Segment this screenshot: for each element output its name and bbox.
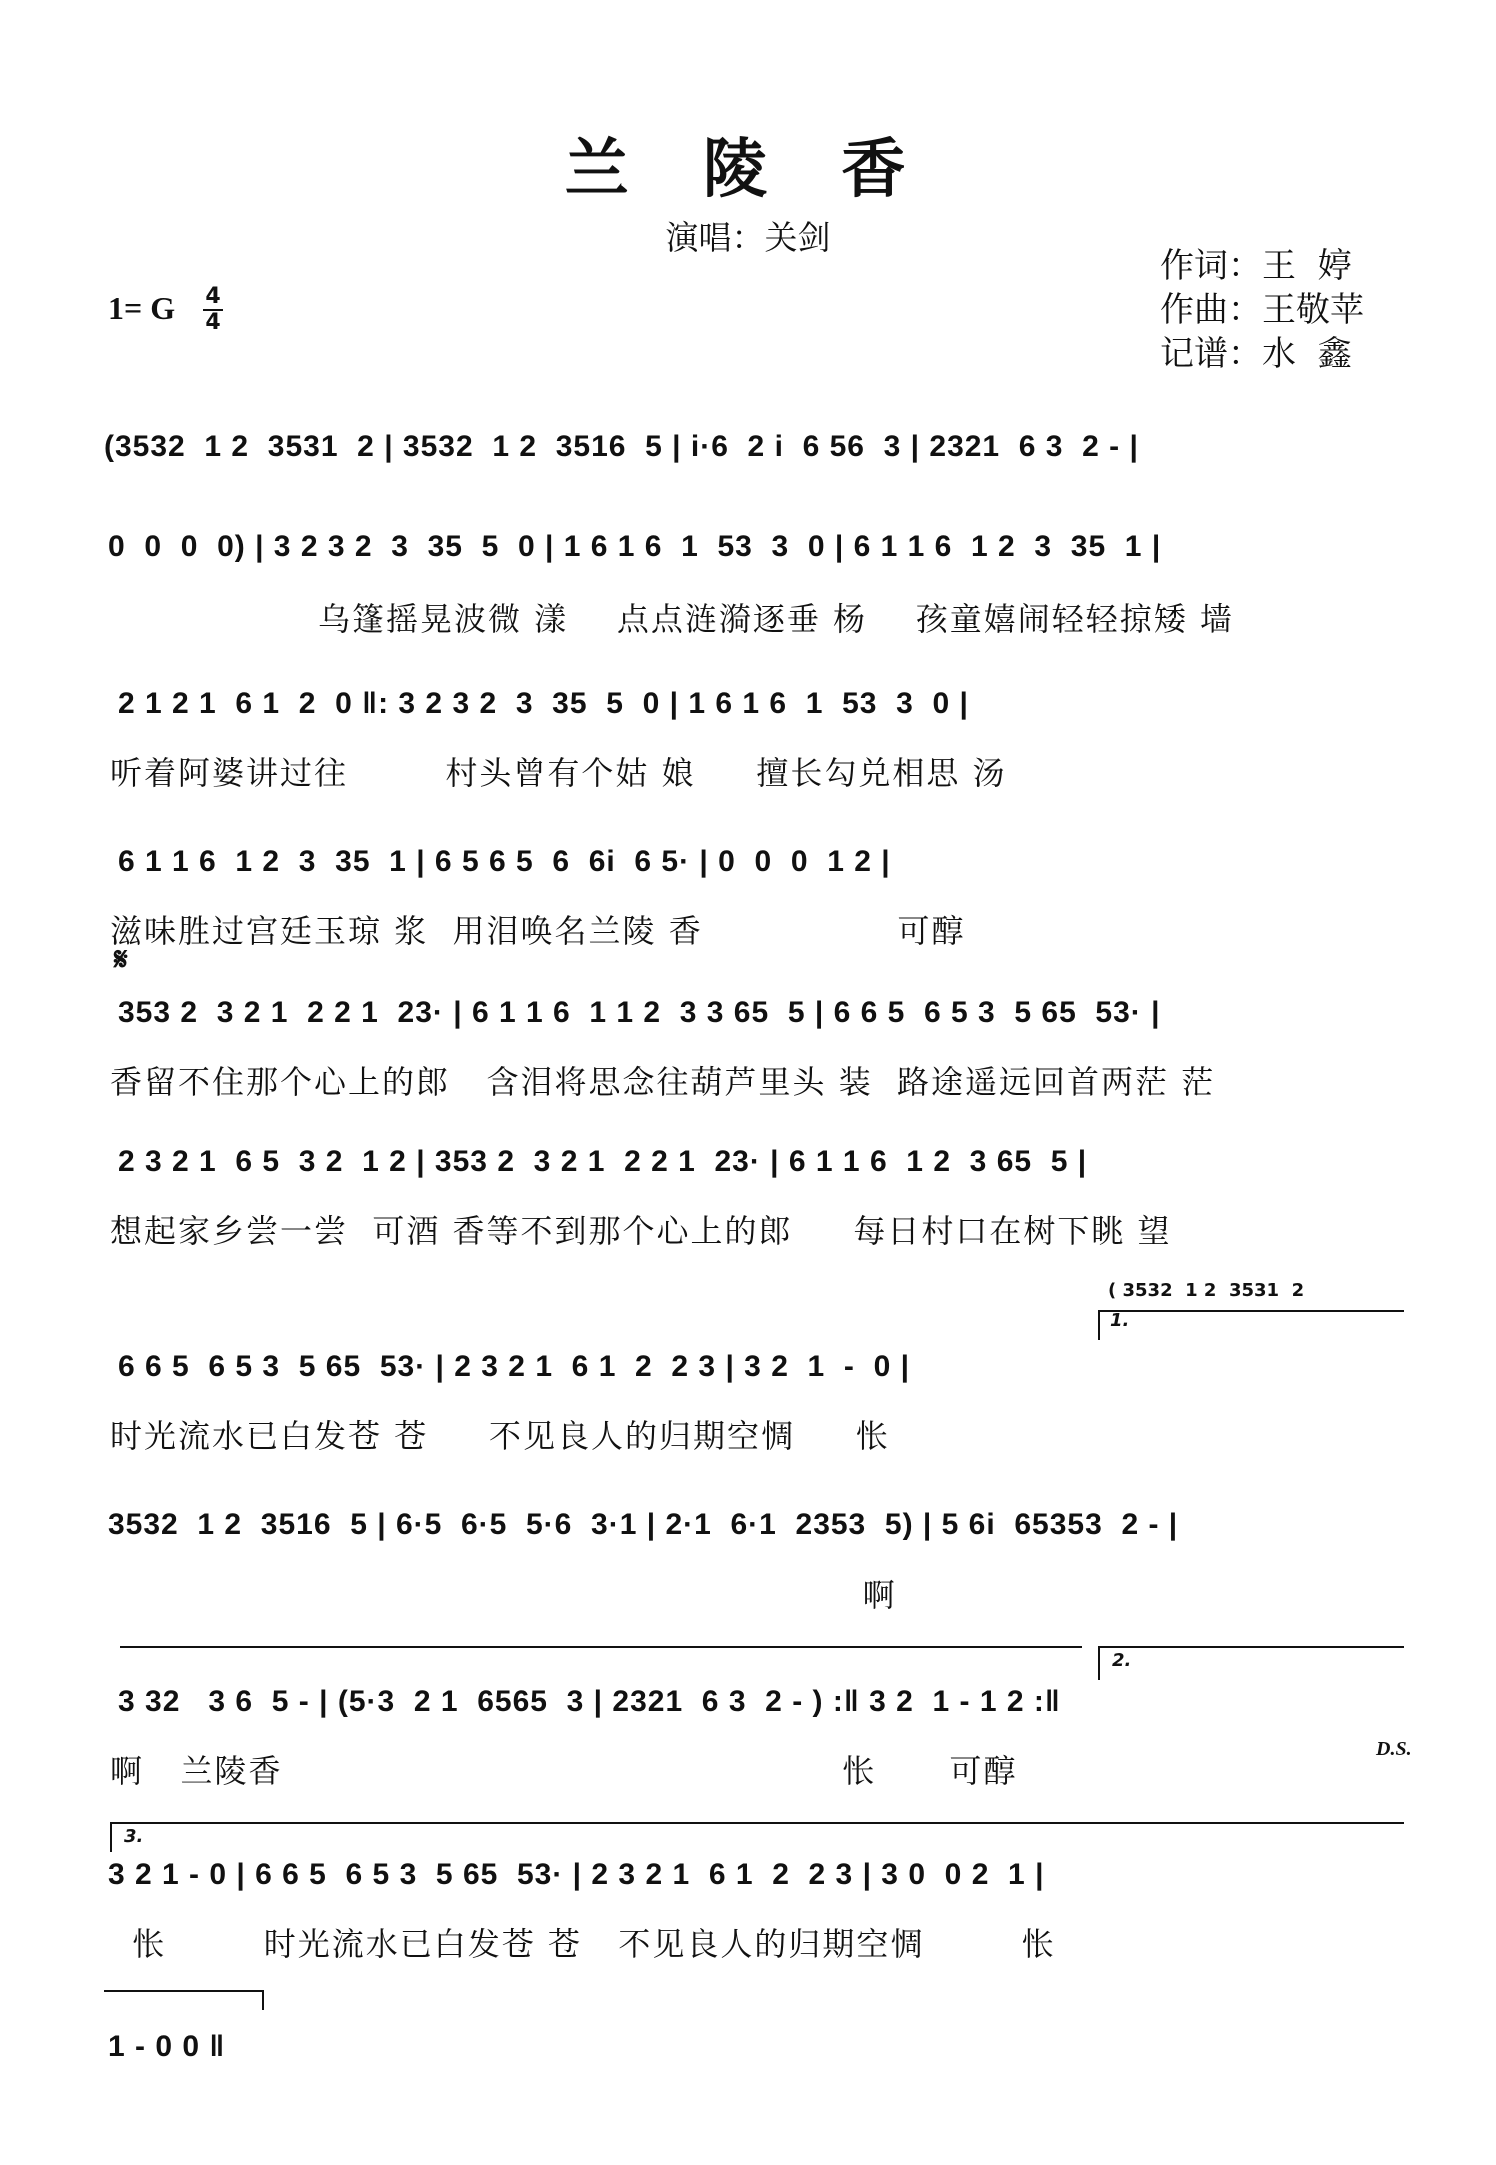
volta-intro-notes: ( 3532 1 2 3531 2 xyxy=(1108,1280,1305,1301)
score-row-6-lyrics: 想起家乡尝一尝 可酒 香等不到那个心上的郎 每日村口在树下眺 望 xyxy=(110,1212,1172,1250)
final-bracket xyxy=(104,1990,264,1992)
volta-2-bracket-left xyxy=(1098,1646,1100,1680)
volta-3-bracket-left xyxy=(110,1822,112,1852)
credits-block xyxy=(1160,244,1364,376)
score-row-9-notes: 3 32 3 6 5 - | (5·3 2 1 6565 3 | 2321 6 3 2 - ) :‖ 3 2 1 - 1 2 :‖ xyxy=(118,1685,1061,1718)
volta-2-bracket xyxy=(1098,1646,1404,1648)
volta-3-bracket xyxy=(110,1822,1404,1824)
score-row-9-lyrics: 啊 兰陵香 怅 可醇 xyxy=(110,1752,1018,1790)
singer-credit: 演唱：关剑 xyxy=(665,218,831,257)
score-row-3-notes: 2 1 2 1 6 1 2 0 ‖: 3 2 3 2 3 35 5 0 | 1 6 1 6 1 53 3 0 | xyxy=(118,687,969,720)
score-row-7-notes: 6 6 5 6 5 3 5 65 53· | 2 3 2 1 6 1 2 2 3 | 3 2 1 - 0 | xyxy=(118,1350,910,1383)
time-signature xyxy=(203,286,223,334)
score-row-4-notes: 6 1 1 6 1 2 3 35 1 | 6 5 6 5 6 6i 6 5· | 0 0 0 1 2 | xyxy=(118,845,891,878)
volta-extension-line xyxy=(120,1646,1082,1648)
score-row-8-notes: 3532 1 2 3516 5 | 6·5 6·5 5·6 3·1 | 2·1 6·1 2353 5) | 5 6i 65353 2 - | xyxy=(108,1508,1179,1541)
score-row-1-notes: (3532 1 2 3531 2 | 3532 1 2 3516 5 | i·6 2 i 6 56 3 | 2321 6 3 2 - | xyxy=(104,430,1139,463)
score-row-5-lyrics: 香留不住那个心上的郎 含泪将思念往葫芦里头 装 路途遥远回首两茫 茫 xyxy=(110,1063,1216,1101)
volta-2-label: 2. xyxy=(1112,1650,1132,1671)
score-row-4-lyrics: 滋味胜过宫廷玉琼 浆 用泪唤名兰陵 香 可醇 xyxy=(110,912,966,950)
score-row-10-notes: 3 2 1 - 0 | 6 6 5 6 5 3 5 65 53· | 2 3 2 1 6 1 2 2 3 | 3 0 0 2 1 | xyxy=(108,1858,1045,1891)
score-row-8-lyrics: 啊 xyxy=(108,1576,897,1614)
final-bracket-right xyxy=(262,1990,264,2010)
volta-1-bracket-left xyxy=(1098,1310,1100,1340)
score-row-2-notes: 0 0 0 0) | 3 2 3 2 3 35 5 0 | 1 6 1 6 1 53 3 0 | 6 1 1 6 1 2 3 35 1 | xyxy=(108,530,1162,563)
score-row-10-lyrics: 怅 时光流水已白发苍 苍 不见良人的归期空惆 怅 xyxy=(108,1925,1056,1963)
transcriber-credit: 记谱：水 鑫 xyxy=(1160,334,1352,374)
dal-segno-mark: D.S. xyxy=(1376,1738,1412,1760)
meter-top: 4 xyxy=(205,284,221,309)
volta-1-bracket xyxy=(1098,1310,1404,1312)
score-row-2-lyrics: 乌篷摇晃波微 漾 点点涟漪逐垂 杨 孩童嬉闹轻轻掠矮 墙 xyxy=(318,600,1234,638)
score-row-6-notes: 2 3 2 1 6 5 3 2 1 2 | 353 2 3 2 1 2 2 1 23· | 6 1 1 6 1 2 3 65 5 | xyxy=(118,1145,1088,1178)
score-row-5-notes: 353 2 3 2 1 2 2 1 23· | 6 1 1 6 1 1 2 3 3 65 5 | 6 6 5 6 5 3 5 65 53· | xyxy=(118,996,1161,1029)
song-title: 兰 陵 香 xyxy=(564,133,932,207)
score-row-11-notes: 1 - 0 0 ‖ xyxy=(108,2030,226,2063)
composer-credit: 作曲：王敬苹 xyxy=(1160,290,1364,330)
key-signature: 1= G xyxy=(108,290,176,326)
meter-bottom: 4 xyxy=(205,310,221,335)
segno-sign: 𝄋 xyxy=(114,940,128,978)
volta-1-label: 1. xyxy=(1110,1310,1130,1331)
lyricist-credit: 作词：王 婷 xyxy=(1160,246,1352,286)
score-row-3-lyrics: 听着阿婆讲过往 村头曾有个姑 娘 擅长勾兑相思 汤 xyxy=(110,754,1007,792)
volta-3-label: 3. xyxy=(124,1826,144,1847)
score-row-7-lyrics: 时光流水已白发苍 苍 不见良人的归期空惆 怅 xyxy=(110,1417,890,1455)
